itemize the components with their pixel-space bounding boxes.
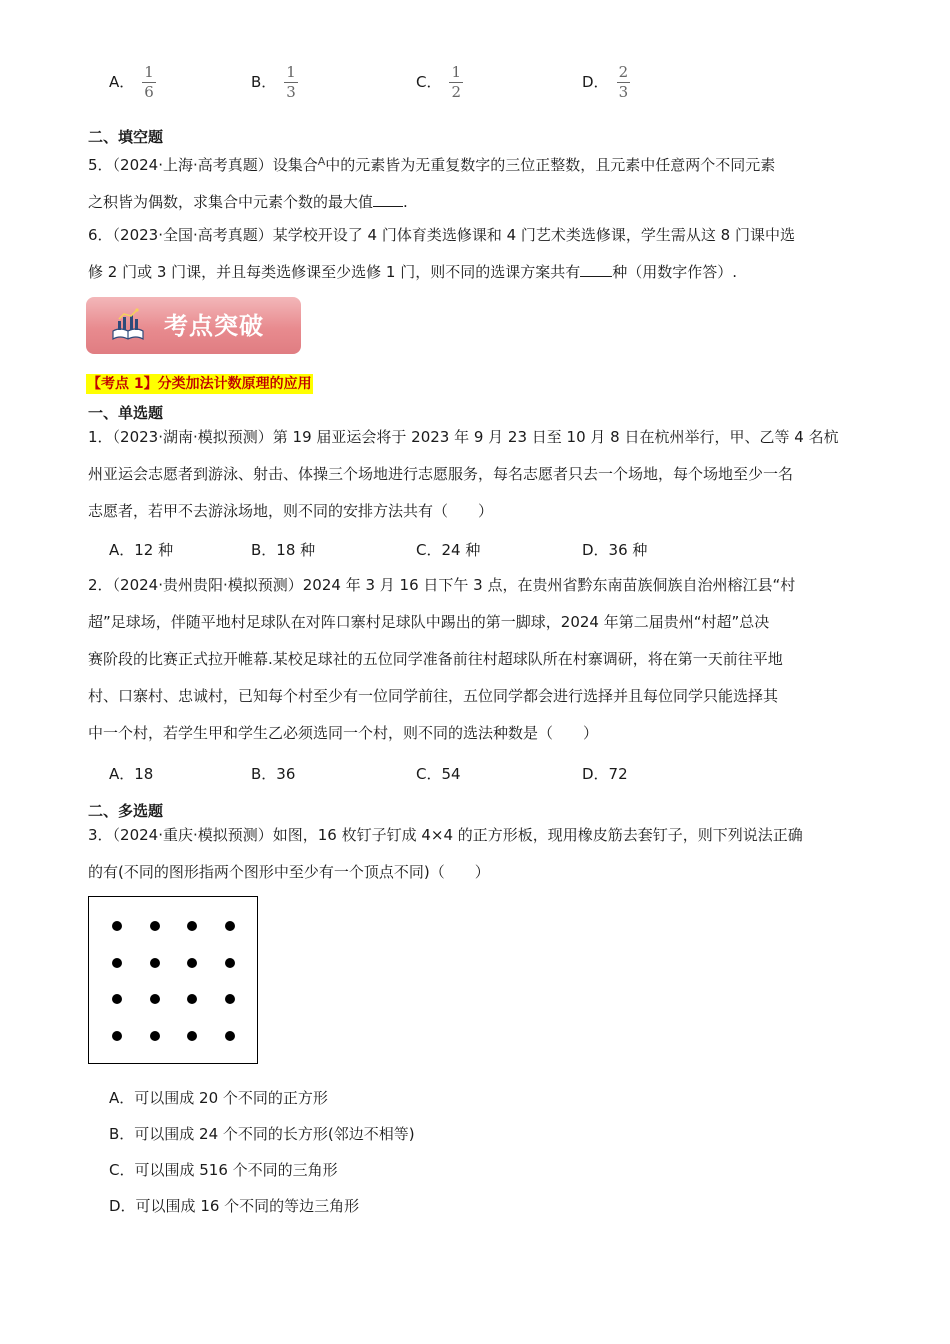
peg-dot xyxy=(150,921,160,931)
set-symbol: A xyxy=(317,155,326,168)
q2-option-d[interactable]: D．72 xyxy=(582,765,628,783)
section-heading-multi: 二、多选题 xyxy=(88,802,164,820)
q1-option-d[interactable]: D．36 种 xyxy=(582,541,648,559)
peg-dot xyxy=(225,958,235,968)
peg-dot xyxy=(187,994,197,1004)
peg-dot xyxy=(187,1031,197,1041)
section-heading-single: 一、单选题 xyxy=(88,404,164,422)
q3-option-d[interactable]: D．可以围成 16 个不同的等边三角形 xyxy=(109,1197,360,1215)
q3-option-a[interactable]: A．可以围成 20 个不同的正方形 xyxy=(109,1089,328,1107)
top-option-d: D． $\frac{2}{3}$ xyxy=(582,63,629,101)
book-chart-icon xyxy=(110,307,146,343)
q2-option-a[interactable]: A．18 xyxy=(109,765,154,783)
question-1-line: 1．（2023·湖南·模拟预测）第 19 届亚运会将于 2023 年 9 月 23 日至 10 月 8 日在杭州举行，甲、乙等 4 名杭 xyxy=(88,428,839,446)
fraction: $\frac{1}{3}$ xyxy=(286,63,296,101)
question-3 xyxy=(88,817,803,891)
peg-dot xyxy=(112,1031,122,1041)
q2-option-b[interactable]: B．36 xyxy=(251,765,296,783)
peg-dot xyxy=(112,921,122,931)
question-1 xyxy=(88,419,839,530)
top-option-b: B． $\frac{1}{3}$ xyxy=(251,63,296,101)
question-5-line-2: 之积皆为偶数，求集合中元素个数的最大值 . xyxy=(88,193,408,211)
fraction: $\frac{1}{2}$ xyxy=(451,63,462,101)
peg-dot xyxy=(225,921,235,931)
peg-dot xyxy=(187,958,197,968)
question-2 xyxy=(88,567,795,752)
q1-option-b[interactable]: B．18 种 xyxy=(251,541,316,559)
peg-dot xyxy=(112,958,122,968)
q1-option-c[interactable]: C．24 种 xyxy=(416,541,481,559)
question-2-line: 2．（2024·贵州贵阳·模拟预测）2024 年 3 月 16 日下午 3 点，在贵州省黔东南苗族侗族自治州榕江县“村 xyxy=(88,576,796,594)
banner-title: 考点突破 xyxy=(164,312,264,340)
q1-option-a[interactable]: A．12 种 xyxy=(109,541,174,559)
pegboard-figure xyxy=(88,896,258,1064)
question-5 xyxy=(88,143,775,221)
question-2-line: 赛阶段的比赛正式拉开帷幕.某校足球社的五位同学准备前往村超球队所在村寨调研，将在第一天前往平地 xyxy=(88,650,783,668)
peg-dot xyxy=(225,994,235,1004)
peg-dot xyxy=(150,958,160,968)
question-2-line: 超”足球场，伴随平地村足球队在对阵口寨村足球队中踢出的第一脚球，2024 年第二届贵州“村超”总决 xyxy=(88,613,770,631)
q2-option-c[interactable]: C．54 xyxy=(416,765,461,783)
section-banner xyxy=(86,297,301,354)
question-5-line-1: 5．（2024·上海·高考真题）设集合$^A$中的元素皆为无重复数字的三位正整数，且元素中任意两个不同元素 xyxy=(88,155,776,174)
peg-dot xyxy=(225,1031,235,1041)
question-6-line-2: 修 2 门或 3 门课，并且每类选修课至少选修 1 门，则不同的选课方案共有 种（用数字作答）. xyxy=(88,263,738,281)
fraction: $\frac{2}{3}$ xyxy=(618,63,629,101)
answer-blank[interactable] xyxy=(373,192,403,207)
section-heading-fill: 二、填空题 xyxy=(88,128,164,146)
fraction: $\frac{1}{6}$ xyxy=(144,63,154,101)
top-option-a: A． $\frac{1}{6}$ xyxy=(109,63,154,101)
top-option-c: C． $\frac{1}{2}$ xyxy=(416,63,462,101)
question-2-line: 村、口寨村、忠诚村，已知每个村至少有一位同学前往，五位同学都会进行选择并且每位同学只能选择其 xyxy=(88,687,779,705)
answer-blank[interactable] xyxy=(580,262,612,277)
q3-option-c[interactable]: C．可以围成 516 个不同的三角形 xyxy=(109,1161,338,1179)
kaodian-label: 【考点 1】分类加法计数原理的应用 xyxy=(87,376,312,392)
q3-option-b[interactable]: B．可以围成 24 个不同的长方形(邻边不相等) xyxy=(109,1125,415,1143)
question-3-line: 的有(不同的图形指两个图形中至少有一个顶点不同)（ ） xyxy=(88,863,490,881)
peg-dot xyxy=(150,994,160,1004)
peg-dot xyxy=(187,921,197,931)
question-3-line: 3．（2024·重庆·模拟预测）如图，16 枚钉子钉成 4×4 的正方形板，现用橡皮筋去套钉子，则下列说法正确 xyxy=(88,826,803,844)
question-2-line: 中一个村，若学生甲和学生乙必须选同一个村，则不同的选法种数是（ ） xyxy=(88,724,599,742)
question-1-line: 州亚运会志愿者到游泳、射击、体操三个场地进行志愿服务，每名志愿者只去一个场地，每个场地至少一名 xyxy=(88,465,794,483)
peg-dot xyxy=(112,994,122,1004)
peg-dot xyxy=(150,1031,160,1041)
question-6-line-1: 6．（2023·全国·高考真题）某学校开设了 4 门体育类选修课和 4 门艺术类选修课，学生需从这 8 门课中选 xyxy=(88,226,795,244)
question-1-line: 志愿者，若甲不去游泳场地，则不同的安排方法共有（ ） xyxy=(88,502,494,520)
question-6 xyxy=(88,217,795,291)
